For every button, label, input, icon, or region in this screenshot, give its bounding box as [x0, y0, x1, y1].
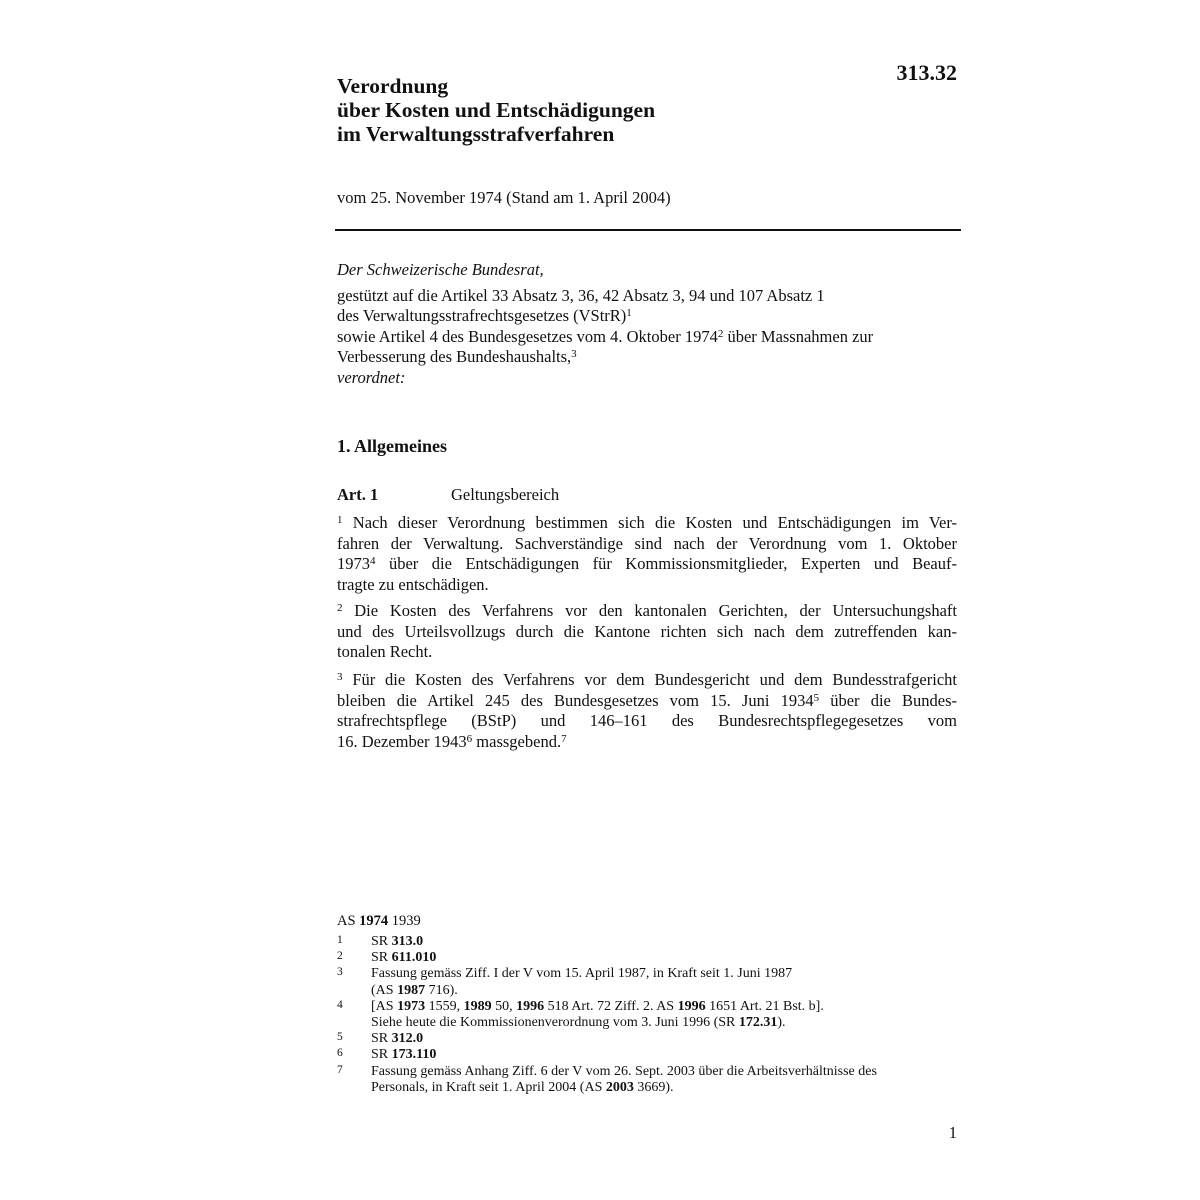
paragraph-line: tragte zu entschädigen. [337, 574, 489, 594]
paragraph-line: $^2$ Die Kosten des Verfahrens vor den kantonalen Gerichten, der Untersuchungshaft [337, 601, 957, 620]
official-compilation-ref: AS 1974 1939 [337, 913, 421, 929]
article-heading [337, 485, 559, 505]
paragraph-line: bleiben die Artikel 245 des Bundesgesetzes vom 15. Juni 1934$^5$ über die Bundes- [337, 690, 957, 710]
footnote-number: 4 [337, 998, 343, 1011]
page-number: 1 [948, 1123, 957, 1142]
sr-link[interactable]: 172.31 [738, 1015, 778, 1031]
footnote-5: 5 SR 312.0 [337, 1031, 424, 1047]
footnote-ref[interactable]: 7 [561, 732, 567, 745]
footnote-7: 7 Fassung gemäss Anhang Ziff. 6 der V vom 26. Sept. 2003 über die Arbeitsverhältnisse des Personals, in Kraft seit 1. April 2004 (AS 2003 3669). [337, 1063, 877, 1095]
title-line-1: Verordnung [337, 74, 449, 98]
section-title: 1. Allgemeines [337, 436, 447, 456]
article-number: Art. 1 [337, 485, 379, 504]
preamble-basis-line-2: des Verwaltungsstrafrechtsgesetzes (VStrR)$^1$ [337, 306, 632, 325]
preamble-decrees: verordnet: [337, 367, 406, 387]
footnote-2: 2 SR 611.010 [337, 950, 437, 966]
footnote-ref[interactable]: 1 [626, 307, 632, 319]
preamble-authority: Der Schweizerische Bundesrat, [337, 260, 544, 279]
paragraph-line: tonalen Recht. [337, 642, 433, 661]
paragraph-line: 16. Dezember 1943$^6$ massgebend.$^7$ [337, 731, 567, 751]
sr-link[interactable]: 312.0 [391, 1031, 424, 1047]
header-divider [335, 229, 961, 231]
preamble [337, 260, 957, 388]
footnote-3: 3 Fassung gemäss Ziff. I der V vom 15. April 1987, in Kraft seit 1. Juni 1987 (AS 1987 716). [337, 966, 793, 998]
paragraph-line: $^1$ Nach dieser Verordnung bestimmen sich die Kosten und Entschädigungen im Ver- [337, 513, 957, 532]
footnote-ref[interactable]: 5 [813, 691, 820, 704]
paragraph-line: und des Urteilsvollzugs durch die Kantone richten sich nach dem zutreffenden kan- [337, 621, 957, 641]
footnote-number: 7 [337, 1063, 343, 1076]
title-line-3: im Verwaltungsstrafverfahren [337, 122, 615, 146]
sr-link[interactable]: 173.110 [391, 1047, 437, 1063]
footnote-ref[interactable]: 2 [717, 327, 724, 340]
article-paragraph-2 [337, 601, 957, 663]
paragraph-marker: 3 [337, 671, 343, 683]
preamble-basis-line-4: Verbesserung des Bundeshaushalts,$^3$ [337, 347, 577, 366]
footnote-number: 5 [337, 1031, 343, 1044]
sr-link[interactable]: 313.0 [391, 934, 424, 949]
footnote-6: 6 SR 173.110 [337, 1047, 437, 1063]
footnote-4: 4 [AS 1973 1559, 1989 50, 1996 518 Art. 72 Ziff. 2. AS 1996 1651 Art. 21 Bst. b]. Siehe heute die Kommissionenverordnung vom 3. Juni 1996 (SR 172.31). [337, 998, 824, 1031]
footnote-ref[interactable]: 4 [370, 555, 376, 567]
footnote-ref[interactable]: 3 [571, 348, 577, 360]
footnote-number: 6 [337, 1047, 343, 1060]
article-paragraph-3 [337, 670, 957, 752]
systematic-number: 313.32 [896, 60, 957, 85]
paragraph-marker: 1 [337, 514, 343, 526]
footnote-number: 3 [337, 966, 343, 979]
paragraph-line: fahren der Verwaltung. Sachverständige sind nach der Verordnung vom 1. Oktober [337, 533, 957, 553]
footnote-number: 1 [337, 934, 343, 946]
document-title [337, 74, 655, 146]
sr-link[interactable]: 611.010 [391, 950, 437, 966]
footnote-1: 1 SR 313.0 [337, 934, 424, 949]
paragraph-line: $^3$ Für die Kosten des Verfahrens vor dem Bundesgericht und dem Bundesstrafgericht [337, 670, 957, 689]
preamble-basis-line-1: gestützt auf die Artikel 33 Absatz 3, 36, 42 Absatz 3, 94 und 107 Absatz 1 [337, 285, 825, 305]
footnote-ref[interactable]: 6 [466, 732, 473, 745]
footnotes [337, 913, 962, 1096]
paragraph-line: 1973$^4$ über die Entschädigungen für Kommissionsmitglieder, Experten und Beauf- [337, 554, 957, 573]
paragraph-line: strafrechtspflege (BStP) und 146–161 des Bundesrechtspflegegesetzes vom [337, 711, 957, 730]
article-paragraph-1 [337, 513, 957, 595]
date-line: vom 25. November 1974 (Stand am 1. April 2004) [337, 188, 671, 207]
article-title: Geltungsbereich [451, 485, 560, 504]
title-line-2: über Kosten und Entschädigungen [337, 98, 656, 122]
paragraph-marker: 2 [337, 602, 343, 614]
footnote-number: 2 [337, 950, 343, 963]
preamble-basis-line-3: sowie Artikel 4 des Bundesgesetzes vom 4. Oktober 1974$^2$ über Massnahmen zur [337, 326, 874, 346]
